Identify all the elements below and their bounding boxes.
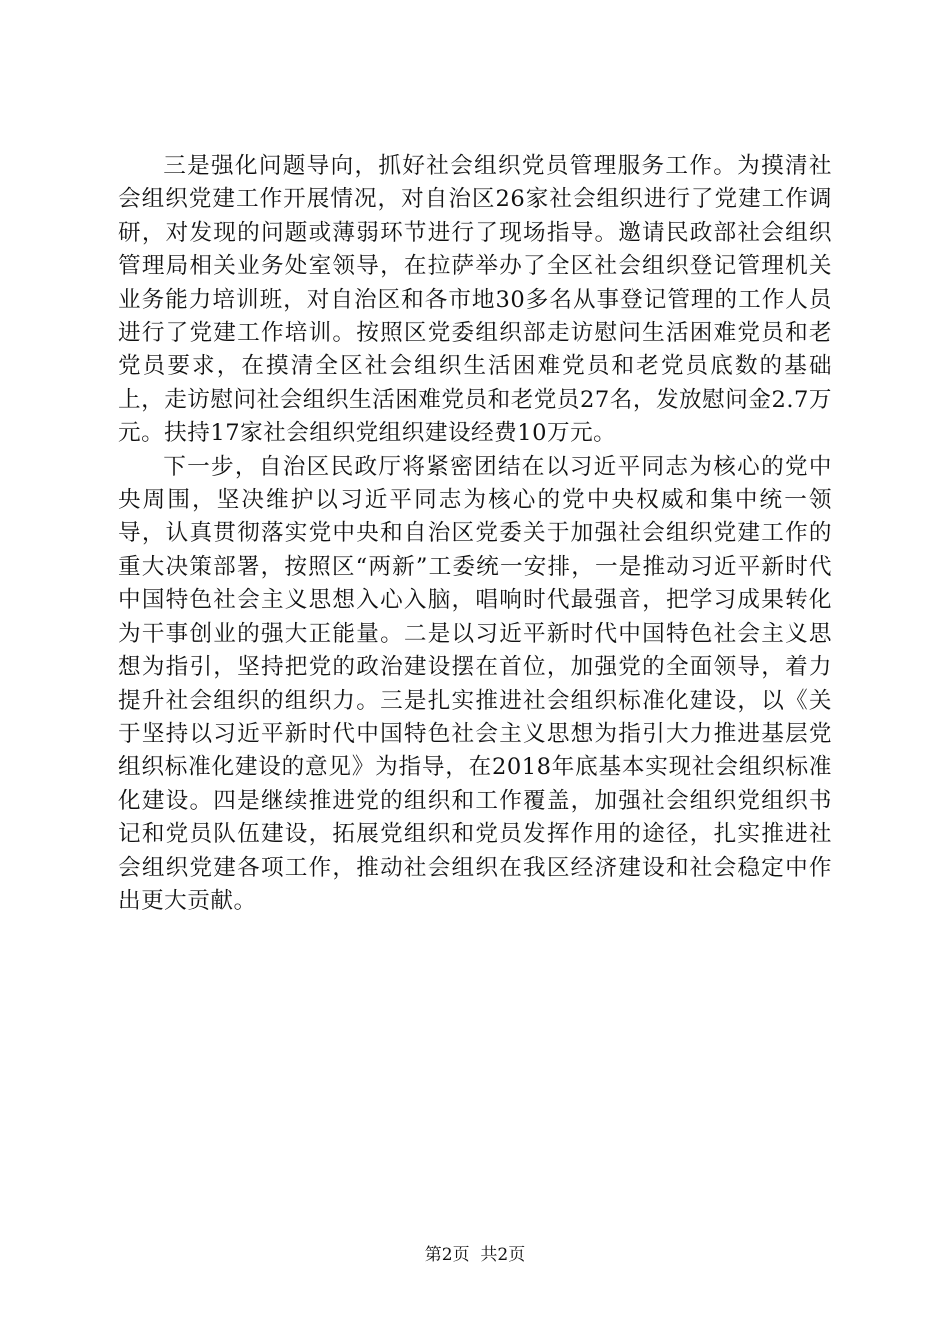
- paragraph-1: 三是强化问题导向，抓好社会组织党员管理服务工作。为摸清社会组织党建工作开展情况，对自治区26家社会组织进行了党建工作调研，对发现的问题或薄弱环节进行了现场指导。邀请民政部社会组织管理局相关业务处室领导，在拉萨举办了全区社会组织登记管理机关业务能力培训班，对自治区和各市地30多名从事登记管理的工作人员进行了党建工作培训。按照区党委组织部走访慰问生活困难党员和老党员要求，在摸清全区社会组织生活困难党员和老党员底数的基础上，走访慰问社会组织生活困难党员和老党员27名，发放慰问金2.7万元。扶持17家社会组织党组织建设经费10万元。: [118, 153, 832, 447]
- body-text: [118, 150, 832, 918]
- page-number-footer: 第2页 共2页: [424, 1245, 526, 1265]
- paragraph-2: 下一步，自治区民政厅将紧密团结在以习近平同志为核心的党中央周围，坚决维护以习近平同志为核心的党中央权威和集中统一领导，认真贯彻落实党中央和自治区党委关于加强社会组织党建工作的重大决策部署，按照区“两新”工委统一安排，一是推动习近平新时代中国特色社会主义思想入心入脑，唱响时代最强音，把学习成果转化为干事创业的强大正能量。二是以习近平新时代中国特色社会主义思想为指引，坚持把党的政治建设摆在首位，加强党的全面领导，着力提升社会组织的组织力。三是扎实推进社会组织标准化建设，以《关于坚持以习近平新时代中国特色社会主义思想为指引大力推进基层党组织标准化建设的意见》为指导，在2018年底基本实现社会组织标准化建设。四是继续推进党的组织和工作覆盖，加强社会组织党组织书记和党员队伍建设，拓展党组织和党员发挥作用的途径，扎实推进社会组织党建各项工作，推动社会组织在我区经济建设和社会稳定中作出更大贡献。: [118, 453, 832, 914]
